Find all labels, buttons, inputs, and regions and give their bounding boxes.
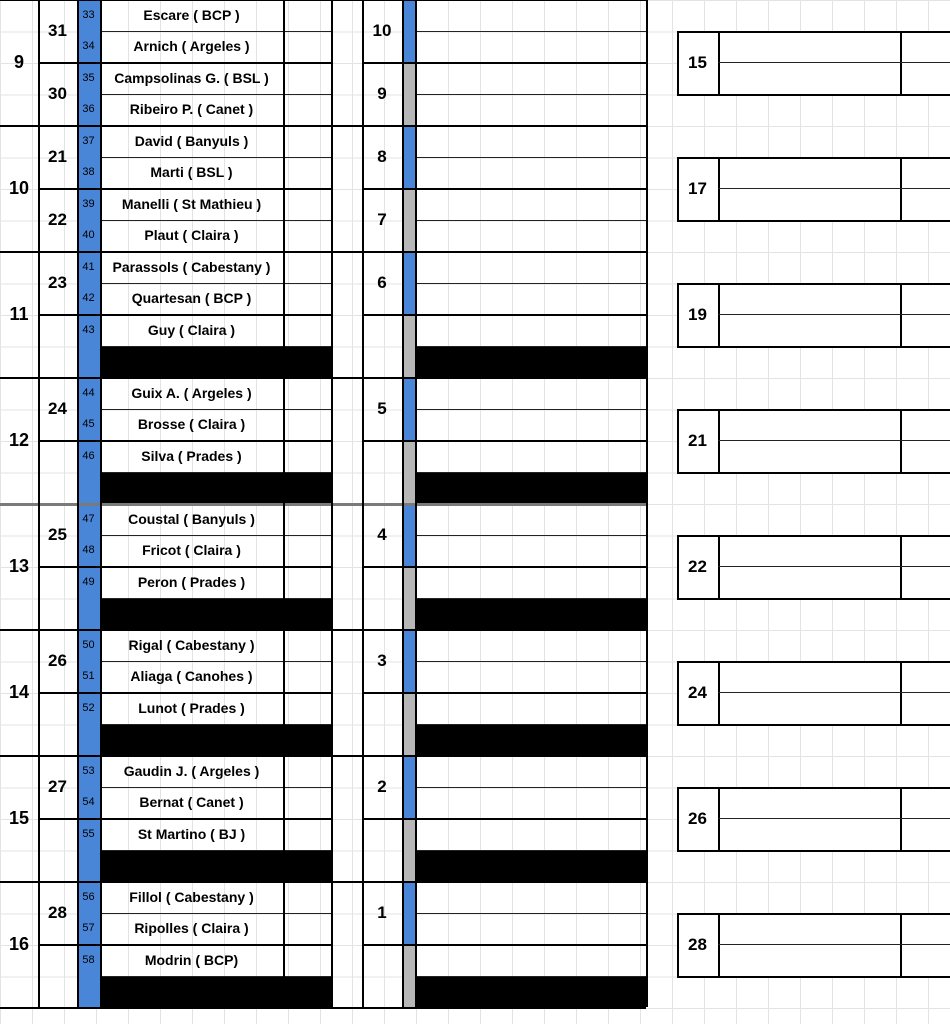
group-divider [0, 1007, 646, 1009]
row-divider [100, 850, 331, 851]
row-divider [415, 850, 646, 851]
group-divider [0, 0, 646, 1]
row-divider [362, 62, 646, 64]
group-divider [0, 881, 646, 883]
bye-row [100, 976, 331, 1008]
draw-number: 3 [377, 650, 387, 670]
bye-row [100, 472, 331, 504]
result-cell[interactable] [283, 503, 331, 535]
player-name-cell[interactable]: Bernat ( Canet ) [139, 794, 244, 811]
player-seed-number: 39 [82, 197, 95, 210]
group-number: 15 [8, 807, 30, 828]
result-cell[interactable] [283, 314, 331, 346]
player-name-cell[interactable]: Fricot ( Claira ) [142, 542, 241, 559]
player-name-cell[interactable]: Rigal ( Cabestany ) [128, 636, 255, 653]
row-divider [415, 283, 646, 284]
box-divider [718, 566, 950, 567]
player-seed-number: 41 [82, 260, 95, 273]
player-name-cell[interactable]: Manelli ( St Mathieu ) [121, 195, 262, 212]
row-divider [415, 409, 646, 410]
group-number: 9 [13, 51, 24, 72]
draw-number [362, 944, 402, 1007]
row-divider [415, 661, 646, 662]
player-seed-number [77, 724, 100, 756]
draw-number: 7 [377, 209, 387, 229]
box-divider [718, 787, 720, 852]
group-number: 10 [8, 177, 30, 198]
player-seed-number [77, 976, 100, 1008]
result-cell[interactable] [283, 535, 331, 567]
player-name-cell[interactable]: Plaut ( Claira ) [144, 227, 239, 244]
result-cell[interactable] [283, 913, 331, 945]
player-name-cell[interactable]: Arnich ( Argeles ) [133, 38, 250, 55]
player-name-cell[interactable]: Brosse ( Claira ) [137, 416, 246, 433]
row-divider [415, 535, 646, 536]
box-divider [900, 157, 902, 222]
player-seed-number: 52 [82, 701, 95, 714]
player-seed-number: 33 [82, 8, 95, 21]
player-seed-number: 53 [82, 764, 95, 777]
row-divider [100, 283, 331, 284]
row-divider [415, 94, 646, 95]
box-divider [900, 787, 902, 852]
player-name-cell[interactable]: Fillol ( Cabestany ) [129, 888, 254, 905]
row-divider [100, 976, 331, 977]
box-divider [900, 283, 902, 348]
result-cell[interactable] [283, 94, 331, 126]
player-name-cell[interactable]: Campsolinas G. ( BSL ) [114, 69, 269, 86]
score-box-number: 21 [688, 431, 707, 450]
draw-number [362, 314, 402, 377]
player-name-cell[interactable]: Coustal ( Banyuls ) [128, 510, 255, 527]
group-divider [0, 629, 646, 631]
subgroup-number: 24 [48, 398, 67, 418]
row-divider [100, 220, 331, 221]
row-divider [38, 314, 331, 316]
result-cell[interactable] [283, 0, 331, 31]
box-divider [718, 62, 950, 63]
subgroup-number: 22 [48, 209, 67, 229]
row-divider [415, 157, 646, 158]
box-divider [718, 157, 720, 222]
box-divider [718, 818, 950, 819]
group-number: 12 [8, 429, 30, 450]
player-name-cell[interactable]: Ribeiro P. ( Canet ) [129, 101, 254, 118]
player-seed-number: 56 [82, 890, 95, 903]
player-name-cell[interactable]: St Martino ( BJ ) [137, 825, 246, 842]
player-name-cell[interactable]: Guix A. ( Argeles ) [131, 384, 252, 401]
row-divider [100, 157, 331, 158]
draw-number [362, 566, 402, 629]
player-seed-number: 57 [82, 922, 95, 935]
bye-row [100, 598, 331, 630]
player-seed-number: 49 [82, 575, 95, 588]
box-divider [718, 409, 720, 474]
row-divider [38, 692, 331, 694]
box-divider [900, 661, 902, 726]
row-divider [415, 220, 646, 221]
subgroup-number: 26 [48, 650, 67, 670]
box-divider [900, 409, 902, 474]
player-seed-number [77, 472, 100, 504]
group-divider [0, 503, 646, 506]
row-divider [415, 913, 646, 914]
score-box-number: 24 [688, 683, 707, 702]
player-seed-number: 36 [82, 103, 95, 116]
player-seed-number: 44 [82, 386, 95, 399]
row-divider [100, 598, 331, 599]
row-divider [100, 787, 331, 788]
column-divider [331, 0, 333, 1007]
score-box-number: 15 [688, 53, 707, 72]
player-name-cell[interactable]: Escare ( BCP ) [143, 6, 240, 23]
row-divider [100, 535, 331, 536]
player-seed-number: 40 [82, 229, 95, 242]
subgroup-number: 23 [48, 272, 67, 292]
row-divider [415, 787, 646, 788]
bye-row [415, 850, 646, 882]
row-divider [415, 976, 646, 977]
result-cell[interactable] [283, 220, 331, 252]
group-divider [0, 251, 646, 253]
subgroup-number [38, 818, 77, 881]
draw-number [362, 818, 402, 881]
draw-number: 5 [377, 398, 387, 418]
box-divider [718, 283, 720, 348]
group-number: 14 [8, 681, 30, 702]
row-divider [38, 440, 331, 442]
player-name-cell[interactable]: Gaudin J. ( Argeles ) [123, 762, 260, 779]
row-divider [362, 188, 646, 190]
row-divider [100, 913, 331, 914]
column-divider [415, 0, 417, 1007]
box-divider [718, 692, 950, 693]
player-name-cell[interactable]: Lunot ( Prades ) [138, 699, 245, 716]
draw-number [362, 692, 402, 755]
player-seed-number: 48 [82, 544, 95, 557]
score-box-number: 28 [688, 935, 707, 954]
row-divider [100, 661, 331, 662]
player-seed-number: 55 [82, 827, 95, 840]
draw-number: 4 [377, 524, 387, 544]
subgroup-number [38, 314, 77, 377]
bye-row [100, 850, 331, 882]
player-seed-number: 47 [82, 512, 95, 525]
player-name-cell[interactable]: Ripolles ( Claira ) [134, 920, 249, 937]
column-divider [402, 0, 404, 1007]
bye-row [415, 472, 646, 504]
row-divider [362, 566, 646, 568]
box-divider [718, 31, 720, 96]
subgroup-number: 27 [48, 776, 67, 796]
row-divider [362, 818, 646, 820]
subgroup-number: 25 [48, 524, 67, 544]
draw-number: 2 [377, 776, 387, 796]
bye-row [415, 346, 646, 378]
row-divider [362, 314, 646, 316]
draw-number: 9 [377, 83, 387, 103]
result-cell[interactable] [283, 440, 331, 472]
row-divider [362, 440, 646, 442]
result-cell[interactable] [283, 944, 331, 976]
column-divider [38, 0, 40, 1007]
column-divider [362, 0, 364, 1007]
player-seed-number: 51 [82, 670, 95, 683]
box-divider [718, 661, 720, 726]
player-name-cell[interactable]: Silva ( Prades ) [141, 447, 242, 464]
column-divider [100, 0, 102, 1007]
column-divider [283, 0, 285, 1007]
player-seed-number [77, 598, 100, 630]
player-name-cell[interactable]: Peron ( Prades ) [137, 573, 246, 590]
row-divider [38, 566, 331, 568]
subgroup-number: 31 [48, 20, 67, 40]
player-name-cell[interactable]: David ( Banyuls ) [134, 132, 249, 149]
draw-number: 1 [377, 902, 387, 922]
result-cell[interactable] [283, 629, 331, 661]
player-name-cell[interactable]: Guy ( Claira ) [147, 321, 236, 338]
column-divider [646, 0, 648, 1007]
subgroup-number [38, 692, 77, 755]
row-divider [415, 724, 646, 725]
score-box-number: 22 [688, 557, 707, 576]
player-seed-number: 58 [82, 953, 95, 966]
subgroup-number [38, 440, 77, 503]
box-divider [718, 314, 950, 315]
result-cell[interactable] [283, 377, 331, 409]
row-divider [100, 94, 331, 95]
player-name-cell[interactable]: Quartesan ( BCP ) [131, 290, 252, 307]
result-cell[interactable] [283, 125, 331, 157]
player-name-cell[interactable]: Aliaga ( Canohes ) [130, 668, 253, 685]
result-cell[interactable] [283, 157, 331, 189]
box-divider [900, 535, 902, 600]
box-divider [718, 913, 720, 978]
row-divider [415, 472, 646, 473]
draw-number: 10 [372, 20, 392, 40]
row-divider [362, 692, 646, 694]
result-cell[interactable] [283, 787, 331, 819]
box-divider [900, 31, 902, 96]
player-seed-number: 37 [82, 134, 95, 147]
row-divider [38, 62, 331, 64]
bye-row [415, 976, 646, 1008]
group-divider [0, 755, 646, 757]
result-cell[interactable] [283, 818, 331, 850]
row-divider [415, 598, 646, 599]
result-cell[interactable] [283, 31, 331, 63]
score-box-number: 19 [688, 305, 707, 324]
subgroup-number: 28 [48, 902, 67, 922]
row-divider [100, 31, 331, 32]
bye-row [100, 346, 331, 378]
result-cell[interactable] [283, 661, 331, 693]
player-seed-number: 46 [82, 449, 95, 462]
row-divider [38, 188, 331, 190]
result-cell[interactable] [283, 409, 331, 441]
box-divider [718, 535, 720, 600]
player-seed-number: 43 [82, 323, 95, 336]
group-number: 16 [8, 933, 30, 954]
player-seed-number [77, 346, 100, 378]
player-name-cell[interactable]: Parassols ( Cabestany ) [112, 258, 271, 275]
bye-row [415, 598, 646, 630]
score-box-number: 17 [688, 179, 707, 198]
group-divider [0, 377, 646, 379]
subgroup-number [38, 944, 77, 1007]
row-divider [362, 944, 646, 946]
bye-row [100, 724, 331, 756]
player-seed-number: 50 [82, 638, 95, 651]
row-divider [100, 409, 331, 410]
score-box-number: 26 [688, 809, 707, 828]
player-seed-number: 34 [82, 40, 95, 53]
player-seed-number: 42 [82, 292, 95, 305]
row-divider [415, 346, 646, 347]
result-cell[interactable] [283, 566, 331, 598]
result-cell[interactable] [283, 692, 331, 724]
draw-number: 8 [377, 146, 387, 166]
subgroup-number: 30 [48, 83, 67, 103]
row-divider [100, 724, 331, 725]
row-divider [38, 944, 331, 946]
group-divider [0, 125, 646, 127]
result-cell[interactable] [283, 62, 331, 94]
result-cell[interactable] [283, 881, 331, 913]
player-name-cell[interactable]: Marti ( BSL ) [150, 164, 233, 181]
box-divider [718, 188, 950, 189]
player-name-cell[interactable]: Modrin ( BCP) [144, 951, 239, 968]
subgroup-number [38, 566, 77, 629]
draw-number: 6 [377, 272, 387, 292]
box-divider [718, 440, 950, 441]
box-divider [718, 944, 950, 945]
subgroup-number: 21 [48, 146, 67, 166]
result-cell[interactable] [283, 188, 331, 220]
result-cell[interactable] [283, 251, 331, 283]
row-divider [100, 472, 331, 473]
result-cell[interactable] [283, 755, 331, 787]
bye-row [415, 724, 646, 756]
row-divider [38, 818, 331, 820]
group-number: 11 [9, 303, 29, 324]
box-divider [900, 913, 902, 978]
column-divider [77, 0, 79, 1007]
player-seed-number: 38 [82, 166, 95, 179]
result-cell[interactable] [283, 283, 331, 315]
draw-number [362, 440, 402, 503]
player-seed-number: 54 [82, 796, 95, 809]
row-divider [415, 31, 646, 32]
player-seed-number [77, 850, 100, 882]
player-seed-number: 35 [82, 71, 95, 84]
row-divider [100, 346, 331, 347]
player-seed-number: 45 [82, 418, 95, 431]
group-number: 13 [8, 555, 30, 576]
